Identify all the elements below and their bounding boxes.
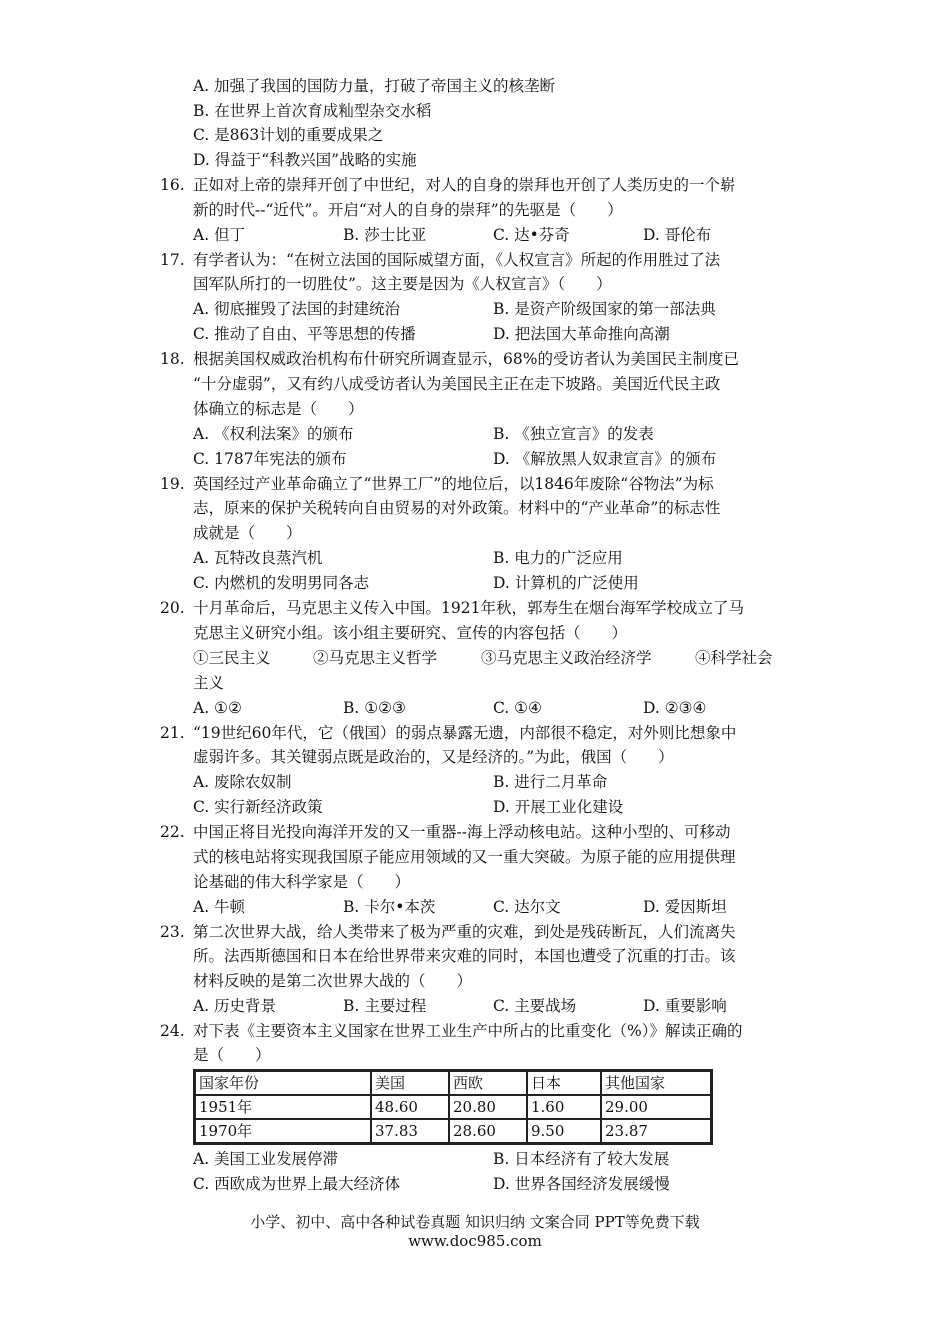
q16-stem-line: 新的时代--“近代”。开启“对人的自身的崇拜”的先驱是（ ）: [193, 201, 623, 219]
q22-number: 22.: [160, 823, 185, 841]
table-cell: 48.60: [371, 1095, 449, 1119]
table-cell: 29.00: [601, 1095, 711, 1119]
q24-stem-line: 对下表《主要资本主义国家在世界工业生产中所占的比重变化（%）》解读正确的: [193, 1022, 743, 1040]
q19-option-d: D. 计算机的广泛使用: [493, 574, 639, 592]
q19-option-b: B. 电力的广泛应用: [493, 549, 623, 567]
q20-item-continued: 主义: [193, 674, 225, 692]
q23-option-b: B. 主要过程: [343, 997, 427, 1015]
q18-option-a: A. 《权利法案》的颁布: [193, 425, 354, 443]
q17-option-c: C. 推动了自由、平等思想的传播: [193, 325, 416, 343]
q23-stem-line: 所。法西斯德国和日本在给世界带来灾难的同时，本国也遭受了沉重的打击。该: [193, 947, 736, 965]
q17-option-d: D. 把法国大革命推向高潮: [493, 325, 670, 343]
q22-stem-line: 论基础的伟大科学家是（ ）: [193, 873, 411, 891]
table-cell: 37.83: [371, 1119, 449, 1143]
table-row: [195, 1119, 711, 1143]
q21-option-b: B. 进行二月革命: [493, 773, 608, 791]
q21-option-c: C. 实行新经济政策: [193, 798, 323, 816]
table-header-cell: 美国: [371, 1071, 449, 1095]
q24-option-a: A. 美国工业发展停滞: [193, 1150, 339, 1168]
q15-option-b: B. 在世界上首次育成籼型杂交水稻: [193, 102, 432, 120]
q21-stem-line: 虚弱许多。其关键弱点既是政治的，又是经济的。”为此，俄国（ ）: [193, 748, 674, 766]
q20-number: 20.: [160, 599, 185, 617]
footer-website-link[interactable]: www.doc985.com: [408, 1232, 542, 1250]
q15-option-a: A. 加强了我国的国防力量，打破了帝国主义的核垄断: [193, 77, 556, 95]
q22-stem-line: 中国正将目光投向海洋开发的又一重器--海上浮动核电站。这种小型的、可移动: [193, 823, 731, 841]
q17-option-b: B. 是资产阶级国家的第一部法典: [493, 300, 716, 318]
table-header-cell: 西欧: [449, 1071, 527, 1095]
q18-option-b: B. 《独立宣言》的发表: [493, 425, 654, 443]
q16-number: 16.: [160, 176, 185, 194]
footer-tagline: 小学、初中、高中各种试卷真题 知识归纳 文案合同 PPT等免费下载: [250, 1213, 700, 1231]
q16-option-d: D. 哥伦布: [643, 226, 712, 244]
q22-option-b: B. 卡尔•本茨: [343, 898, 436, 916]
table-cell: 1.60: [527, 1095, 601, 1119]
q23-stem-line: 材料反映的是第二次世界大战的（ ）: [193, 972, 473, 990]
q18-stem-line: 根据美国权威政治机构布什研究所调查显示，68%的受访者认为美国民主制度已: [193, 350, 739, 368]
q24-option-b: B. 日本经济有了较大发展: [493, 1150, 670, 1168]
q23-stem-line: 第二次世界大战，给人类带来了极为严重的灾难，到处是残砖断瓦，人们流离失: [193, 923, 736, 941]
q21-number: 21.: [160, 724, 185, 742]
q23-option-a: A. 历史背景: [193, 997, 277, 1015]
table-cell: 1970年: [195, 1119, 371, 1143]
q24-number: 24.: [160, 1022, 185, 1040]
table-row: [195, 1095, 711, 1119]
q19-option-c: C. 内燃机的发明男同各志: [193, 574, 370, 592]
table-header-cell: 其他国家: [601, 1071, 711, 1095]
q22-option-a: A. 牛顿: [193, 898, 246, 916]
q18-stem-line: 体确立的标志是（ ）: [193, 400, 364, 418]
q19-option-a: A. 瓦特改良蒸汽机: [193, 549, 323, 567]
table-header-row: [195, 1071, 711, 1095]
industry-share-table: [193, 1069, 713, 1145]
q18-option-d: D. 《解放黑人奴隶宣言》的颁布: [493, 450, 717, 468]
q20-option-c: C. ①④: [493, 699, 542, 717]
q23-option-c: C. 主要战场: [493, 997, 577, 1015]
table-header-cell: 国家年份: [195, 1071, 371, 1095]
table-cell: 9.50: [527, 1119, 601, 1143]
q20-option-a: A. ①②: [193, 699, 242, 717]
q15-option-d: D. 得益于“科教兴国”战略的实施: [193, 151, 417, 169]
q20-item: ③马克思主义政治经济学: [481, 649, 652, 667]
q19-stem-line: 志，原来的保护关税转向自由贸易的对外政策。材料中的“产业革命”的标志性: [193, 499, 721, 517]
q17-stem-line: 国军队所打的一切胜仗”。这主要是因为《人权宣言》（ ）: [193, 275, 612, 293]
q16-option-c: C. 达•芬奇: [493, 226, 570, 244]
q23-option-d: D. 重要影响: [643, 997, 727, 1015]
q19-number: 19.: [160, 475, 185, 493]
q20-item: ②马克思主义哲学: [313, 649, 438, 667]
table-cell: 20.80: [449, 1095, 527, 1119]
q20-option-d: D. ②③④: [643, 699, 707, 717]
q21-option-a: A. 废除农奴制: [193, 773, 292, 791]
q20-item: ④科学社会: [695, 649, 773, 667]
q18-option-c: C. 1787年宪法的颁布: [193, 450, 347, 468]
q17-option-a: A. 彻底摧毁了法国的封建统治: [193, 300, 401, 318]
q16-option-a: A. 但丁: [193, 226, 246, 244]
q17-number: 17.: [160, 251, 185, 269]
q16-stem-line: 正如对上帝的崇拜开创了中世纪，对人的自身的崇拜也开创了人类历史的一个崭: [193, 176, 736, 194]
q16-option-b: B. 莎士比亚: [343, 226, 427, 244]
table-header-cell: 日本: [527, 1071, 601, 1095]
q22-stem-line: 式的核电站将实现我国原子能应用领域的又一重大突破。为原子能的应用提供理: [193, 848, 736, 866]
q20-option-b: B. ①②③: [343, 699, 406, 717]
q23-number: 23.: [160, 923, 185, 941]
q20-stem-line: 十月革命后，马克思主义传入中国。1921年秋，郭寿生在烟台海军学校成立了马: [193, 599, 744, 617]
q19-stem-line: 成就是（ ）: [193, 524, 302, 542]
table-cell: 28.60: [449, 1119, 527, 1143]
q22-option-c: C. 达尔文: [493, 898, 561, 916]
q20-stem-line: 克思主义研究小组。该小组主要研究、宣传的内容包括（ ）: [193, 624, 628, 642]
q21-option-d: D. 开展工业化建设: [493, 798, 624, 816]
q18-stem-line: “十分虚弱”，又有约八成受访者认为美国民主正在走下坡路。美国近代民主政: [193, 375, 721, 393]
q24-option-d: D. 世界各国经济发展缓慢: [493, 1175, 670, 1193]
q19-stem-line: 英国经过产业革命确立了“世界工厂”的地位后，以1846年废除“谷物法”为标: [193, 475, 714, 493]
q24-stem-line: 是（ ）: [193, 1046, 271, 1064]
q18-number: 18.: [160, 350, 185, 368]
q15-option-c: C. 是863计划的重要成果之: [193, 126, 384, 144]
table-cell: 1951年: [195, 1095, 371, 1119]
table-cell: 23.87: [601, 1119, 711, 1143]
q22-option-d: D. 爱因斯坦: [643, 898, 727, 916]
q20-item: ①三民主义: [193, 649, 271, 667]
q17-stem-line: 有学者认为：“在树立法国的国际威望方面，《人权宣言》所起的作用胜过了法: [193, 251, 721, 269]
q24-option-c: C. 西欧成为世界上最大经济体: [193, 1175, 401, 1193]
q21-stem-line: “19世纪60年代，它（俄国）的弱点暴露无遗，内部很不稳定，对外则比想象中: [193, 724, 737, 742]
